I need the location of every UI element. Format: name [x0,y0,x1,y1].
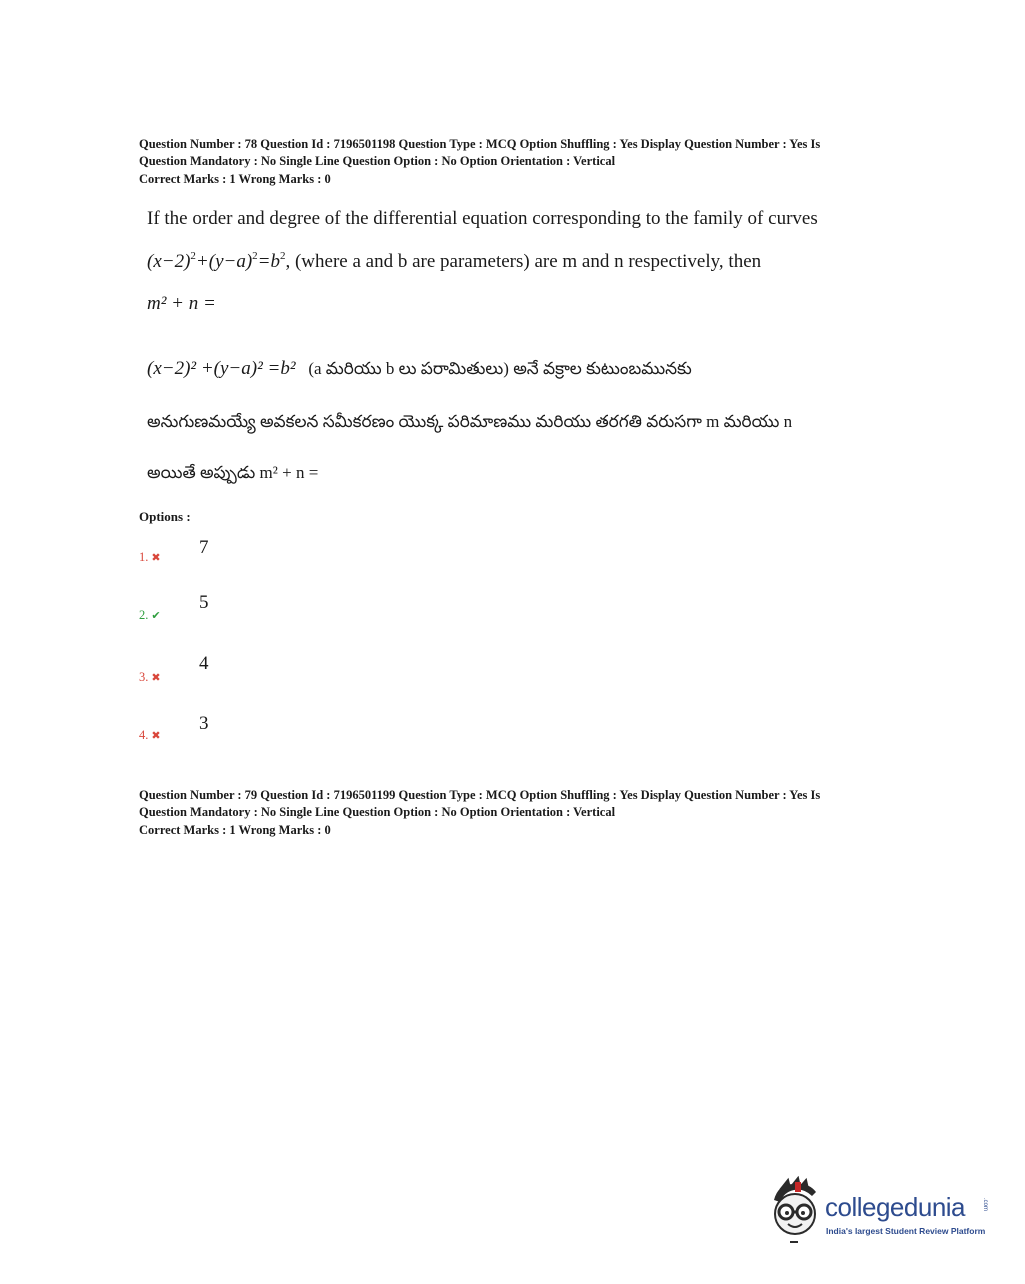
option-number: 2. ✔ [139,608,161,622]
question-text-part: , (where a and b are parameters) are m and n respectively, then [285,251,762,272]
meta-line: Question Number : 79 Question Id : 7196501199 Question Type : MCQ Option Shuffling : Yes Display Question Number : Yes Is [139,788,821,802]
question-text-te-line3: అయితే అప్పుడు m² + n = [147,463,319,482]
logo-wordmark: collegedunia [825,1192,966,1222]
collegedunia-logo [768,1176,996,1248]
meta-line: Question Mandatory : No Single Line Question Option : No Option Orientation : Vertical [139,804,616,819]
meta-line: Correct Marks : 1 Wrong Marks : 0 [139,823,331,837]
equation-part: =b [257,251,280,272]
check-icon: ✔ [151,610,161,622]
meta-line: Correct Marks : 1 Wrong Marks : 0 [139,172,331,186]
equation-part: +(y−a) [195,251,253,272]
cross-icon: ✖ [151,552,161,564]
question-text-te-line1 [147,358,692,379]
equation-part: (x−2) [147,251,191,272]
option-number: 3. ✖ [139,670,161,684]
question-text-part: (a మరియు b లు పరామితులు) అనే వక్రాల కుటుంబమునకు [308,359,692,378]
question-text-en-line2: $(x-2)^2+(y-a)^2=b^2$, (where a and b are parameters) are m and n respectively, then [147,250,762,272]
cross-icon: ✖ [151,730,161,742]
meta-line: Question Mandatory : No Single Line Question Option : No Option Orientation : Vertical [139,153,616,168]
logo-domain: .com [982,1198,988,1212]
cross-icon: ✖ [151,672,161,684]
question-text-en-line1: If the order and degree of the differential equation corresponding to the family of curves [147,208,818,229]
logo-tagline: India's largest Student Review Platform [826,1226,986,1236]
question-78-meta [139,136,820,188]
option-value: 4 [199,653,209,674]
meta-line: Question Number : 78 Question Id : 7196501198 Question Type : MCQ Option Shuffling : Yes Display Question Number : Yes Is [139,137,821,151]
option-number: 4. ✖ [139,728,161,742]
option-value: 7 [199,537,209,558]
option-value: 5 [199,592,209,613]
option-value: 3 [199,713,209,734]
options-heading: Options : [139,509,191,524]
mascot-icon [768,1176,828,1248]
question-text-en-line3: m² + n = [147,293,216,314]
equation-part: (x−2)² +(y−a)² =b² [147,358,296,379]
option-number: 1. ✖ [139,550,161,564]
question-79-meta [139,787,820,839]
question-text-te-line2: అనుగుణమయ్యే అవకలన సమీకరణం యొక్క పరిమాణము మరియు తరగతి వరుసగా m మరియు n [147,412,793,431]
